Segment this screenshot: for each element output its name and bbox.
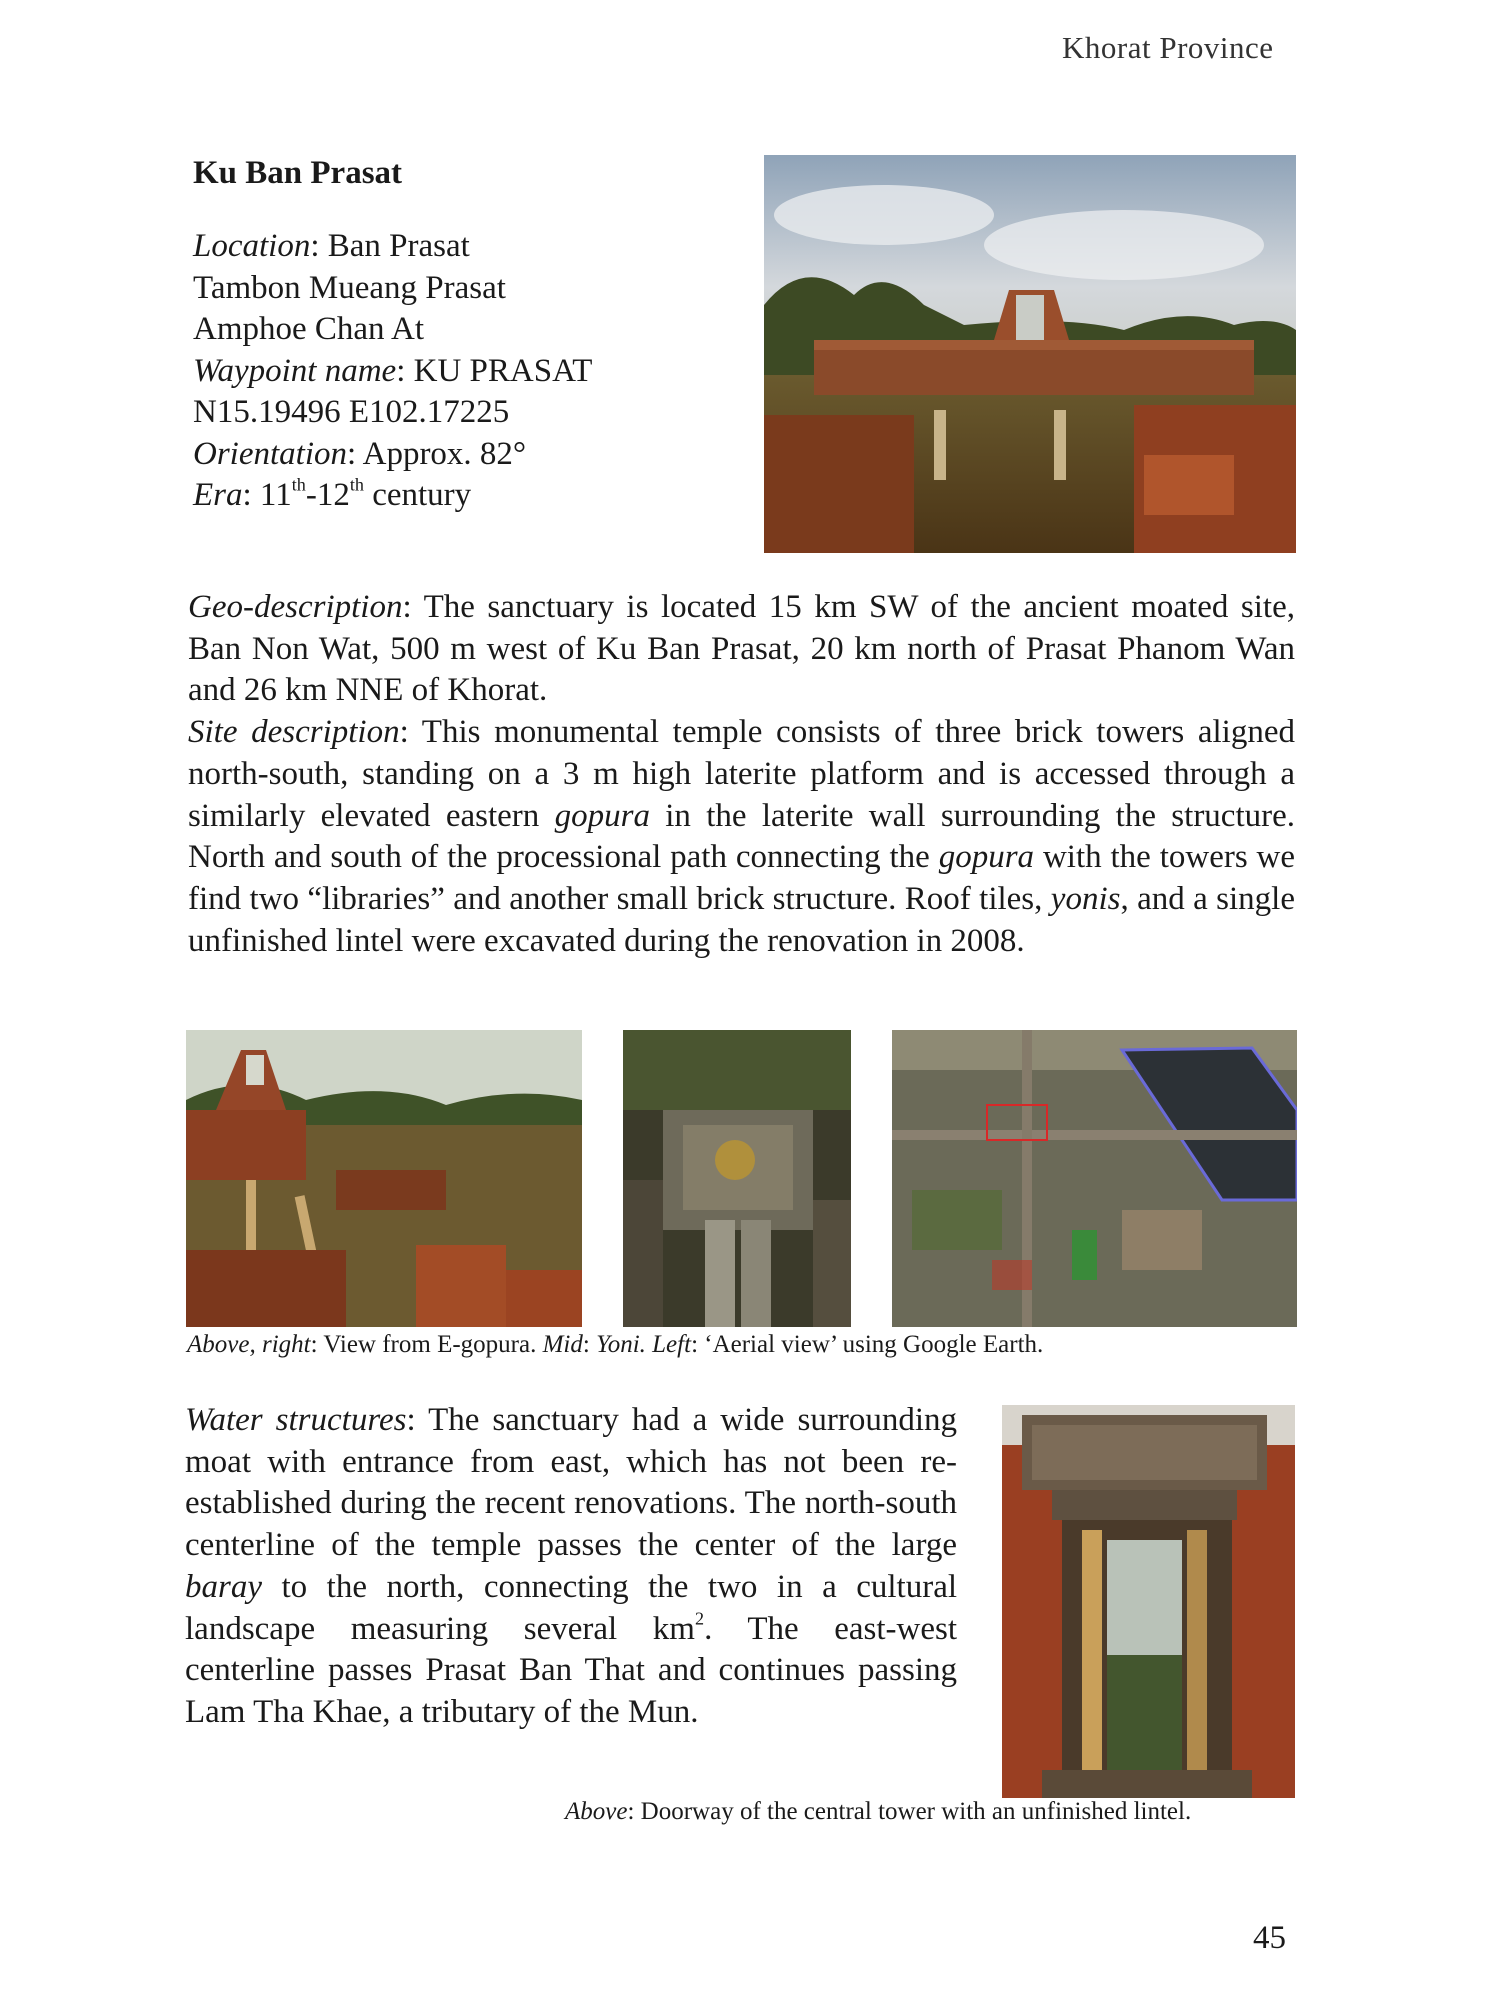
- era-from: 11: [259, 477, 292, 513]
- water-text: The sanctuary had a wide surrounding moat with entrance from east, which has not been re-established during the recent renovations. The north-south centerline of the temple passes the center of the large: [185, 1402, 957, 1564]
- era-to-sup: th: [349, 474, 364, 495]
- water-text: to the north, connecting the two in a cultural landscape measuring several km: [185, 1568, 958, 1647]
- site-desc-text: , and a single unfinished lintel were excavated during the renovation in 2008.: [188, 880, 1296, 959]
- site-desc-text: This monumental temple consists of three brick towers aligned north-south, standing on a 3 m high laterite platform and is accessed through a similarly elevated eastern: [188, 714, 1295, 834]
- page-number: 45: [1253, 1920, 1286, 1956]
- running-header: Khorat Province: [1062, 30, 1274, 65]
- site-desc-text: in the laterite wall surrounding the structure. North and south of the processional path connecting the: [188, 797, 1296, 876]
- doorway-photo: [1002, 1405, 1295, 1798]
- era-to: 12: [316, 477, 350, 513]
- orientation-label: Orientation: [193, 435, 347, 472]
- doorway-caption-text: : Doorway of the central tower with an unfinished lintel.: [627, 1798, 1192, 1825]
- doorway-caption-label: Above: [565, 1798, 628, 1825]
- doorway-caption: [565, 1798, 1191, 1826]
- waypoint-value: KU PRASAT: [413, 352, 593, 389]
- site-title: Ku Ban Prasat: [193, 155, 403, 191]
- caption-label-left: Left: [652, 1331, 692, 1358]
- era-suffix: century: [372, 477, 472, 513]
- tambon: Tambon Mueang Prasat: [193, 269, 506, 306]
- caption-text: : View from E-gopura.: [310, 1331, 537, 1358]
- yoni-photo: [623, 1030, 851, 1327]
- site-desc-text: with the towers we find two “libraries” and another small brick structure. Roof tiles,: [188, 839, 1296, 917]
- caption-label-mid: Mid: [542, 1331, 583, 1358]
- era-label: Era: [193, 477, 243, 513]
- photo-row-caption: [187, 1331, 1043, 1359]
- water-structures-text: Water structures: The sanctuary had a wide surrounding moat with entrance from east, which has not been re-established during the recent renovations. The north-south centerline of the temple passes the center of the large baray to the north, connecting the two in a cultural landscape measuring several $km^2$. The east-west centerline passes Prasat Ban That and continues passing Lam Tha Khae, a tributary of the Mun.: [185, 1402, 958, 1730]
- caption-text: : ‘Aerial view’ using Google Earth.: [691, 1331, 1044, 1358]
- geo-label: Geo-description: [188, 589, 403, 625]
- water-label: Water structures: [185, 1402, 407, 1438]
- term-yonis: yonis: [1050, 880, 1121, 917]
- gopura-view-photo: [186, 1030, 582, 1327]
- body-text-main: Geo-description: The sanctuary is located 15 km SW of the ancient moated site, Ban Non Wat, 500 m west of Ku Ban Prasat, 20 km north of Prasat Phanom Wan and 26 km NNE of Khorat. Site description: This monumental temple consists of three brick towers aligned north-south, standing on a 3 m high laterite platform and is accessed through a similarly elevated eastern gopura in the laterite wall surrounding the structure. North and south of the processional path connecting the gopura with the towers we find two “libraries” and another small brick structure. Roof tiles, yonis, and a single unfinished lintel were excavated during the renovation in 2008.: [188, 589, 1296, 959]
- amphoe: Amphoe Chan At: [193, 311, 424, 347]
- location-value: Ban Prasat: [327, 228, 470, 264]
- caption-label-right: Above, right: [187, 1331, 311, 1358]
- era-from-sup: th: [291, 474, 306, 495]
- temple-photo: [764, 155, 1296, 553]
- caption-text: :: [582, 1331, 590, 1358]
- location-label: Location: [193, 228, 311, 264]
- water-text: . The east-west centerline passes Prasat Ban That and continues passing Lam Tha Khae, a tributary of the Mun.: [185, 1610, 958, 1730]
- term-baray: baray: [185, 1568, 262, 1605]
- term-gopura: gopura: [938, 839, 1035, 876]
- coordinates: N15.19496 E102.17225: [193, 394, 510, 430]
- site-desc-label: Site description: [188, 714, 400, 751]
- geo-text: The sanctuary is located 15 km SW of the ancient moated site, Ban Non Wat, 500 m west of Ku Ban Prasat, 20 km north of Prasat Phanom Wan and 26 km NNE of Khorat.: [188, 589, 1295, 709]
- km-squared-sup: 2: [694, 1608, 705, 1628]
- orientation-value: Approx. 82°: [362, 435, 527, 472]
- site-info: Location: Ban Prasat Tambon Mueang Prasat Amphoe Chan At Waypoint name: KU PRASAT N15.19496 E102.17225 Orientation: Approx. 82° Era: 11th-12th century: [193, 226, 753, 517]
- term-gopura: gopura: [554, 797, 650, 834]
- caption-yoni: Yoni.: [596, 1331, 646, 1358]
- aerial-view-photo: [892, 1030, 1297, 1327]
- waypoint-label: Waypoint name: [193, 352, 397, 389]
